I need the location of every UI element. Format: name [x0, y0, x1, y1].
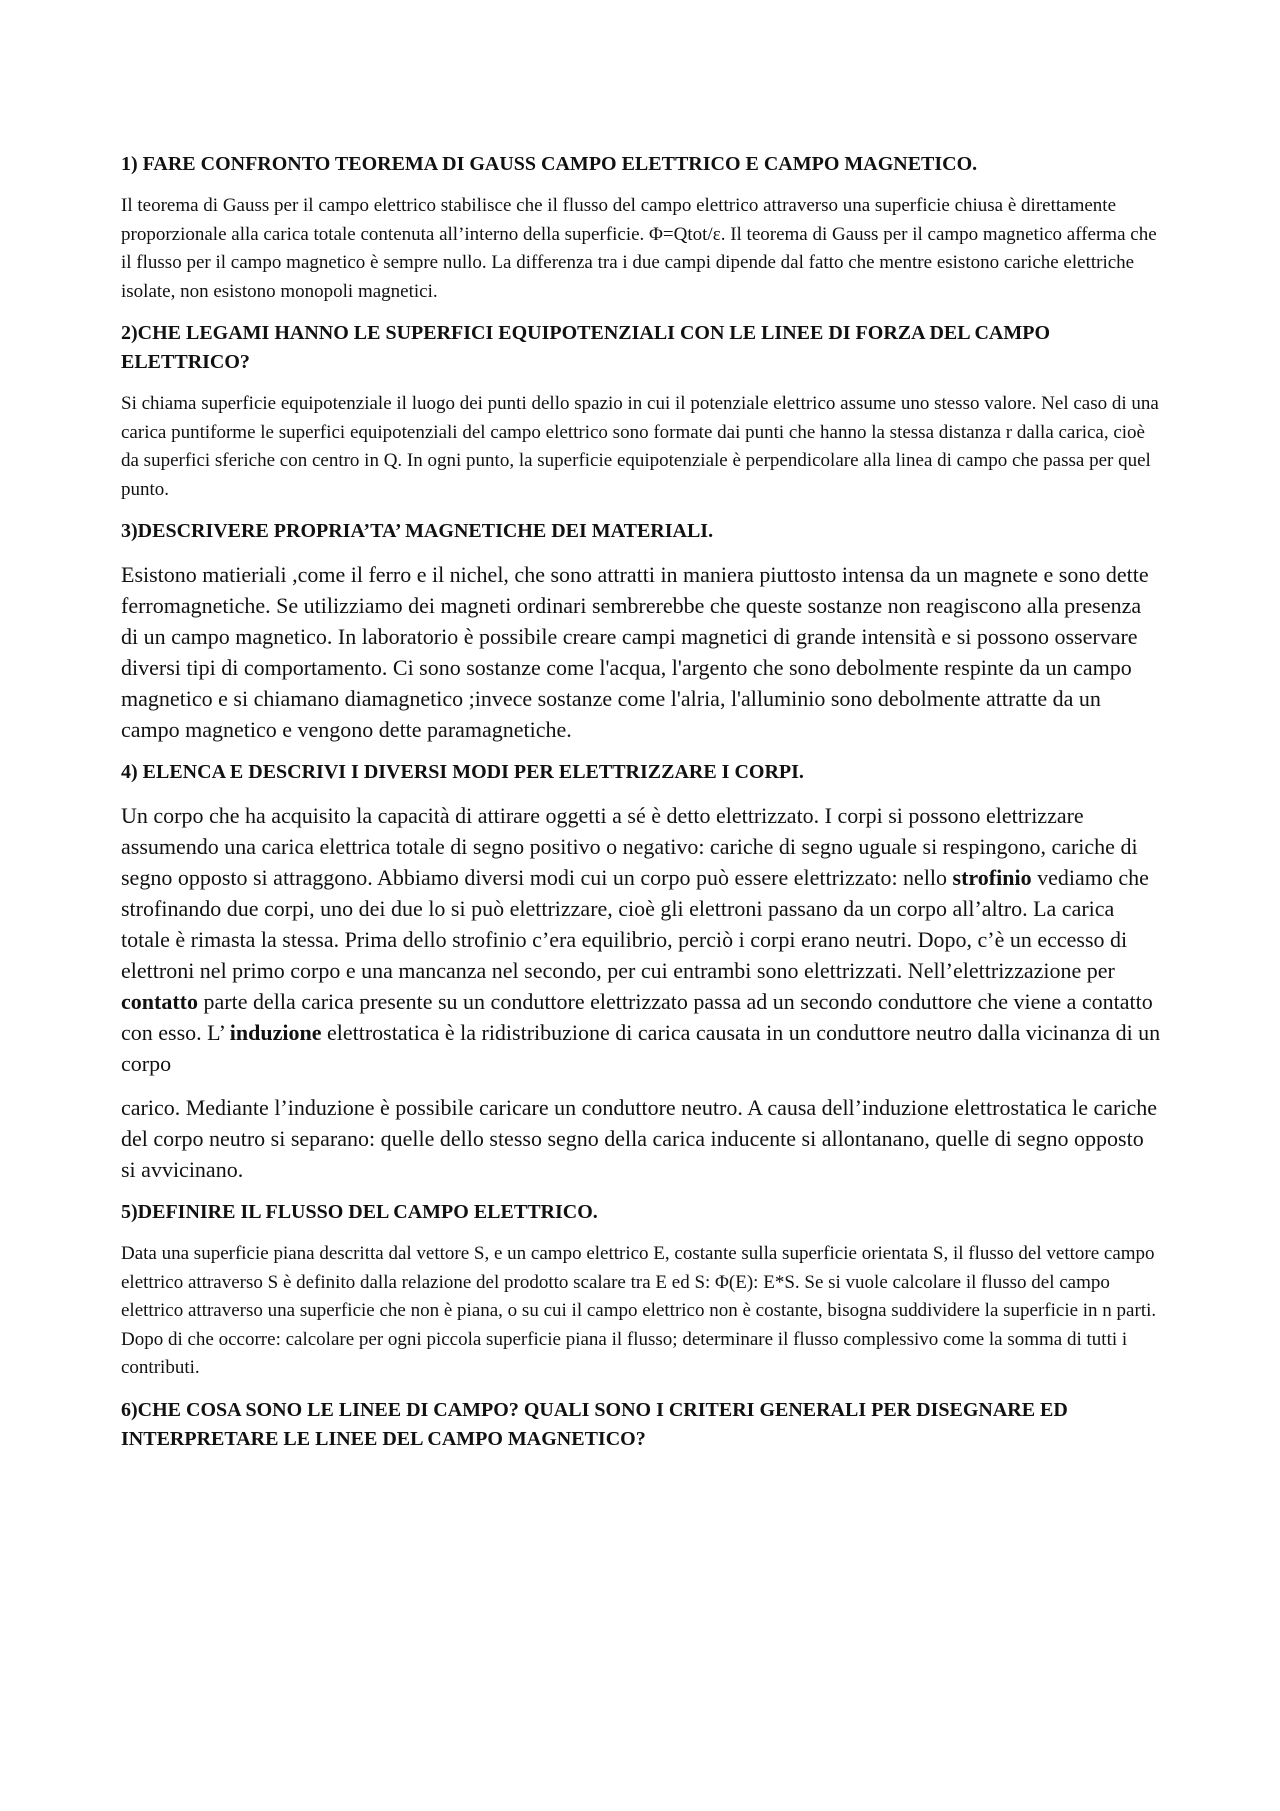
section-3-heading: 3)DESCRIVERE PROPRIA’TA’ MAGNETICHE DEI MATERIALI.: [121, 520, 714, 542]
section-5-body: Data una superficie piana descritta dal vettore S, e un campo elettrico E, costante sulla superficie orientata S, il flusso del vettore campo elettrico attraverso S è definito dalla relazione del prodotto scalare tra E ed S: Φ(E): E*S. Se si vuole calcolare il flusso del campo elettrico attraverso una superficie che non è piana, o su cui il campo elettrico non è costante, bisogna suddividere la superficie in n parti. Dopo di che occorre: calcolare per ogni piccola superficie piana il flusso; determinare il flusso complessivo come la somma di tutti i contributi.: [121, 1243, 1157, 1378]
section-5-heading: 5)DEFINIRE IL FLUSSO DEL CAMPO ELETTRICO.: [121, 1201, 598, 1223]
section-4-text-a: Un corpo che ha acquisito la capacità di attirare oggetti a sé è detto elettrizzato. I corpi si possono elettrizzare assumendo una carica elettrica totale di segno positivo o negativo: cariche di segno uguale si respingono, cariche di segno opposto si attraggono. Abbiamo diversi modi cui un corpo può essere elettrizzato: nello: [121, 803, 1138, 890]
section-4-body-paragraph-1: [121, 800, 1163, 1079]
section-4-heading: 4) ELENCA E DESCRIVI I DIVERSI MODI PER ELETTRIZZARE I CORPI.: [121, 761, 804, 783]
section-3-body: Esistono matieriali ,come il ferro e il nichel, che sono attratti in maniera piuttosto intensa da un magnete e sono dette ferromagnetiche. Se utilizziamo dei magneti ordinari sembrerebbe che queste sostanze non reagiscono alla presenza di un campo magnetico. In laboratorio è possibile creare campi magnetici di grande intensità e si possono osservare diversi tipi di comportamento. Ci sono sostanze come l'acqua, l'argento che sono debolmente respinte da un campo magnetico e si chiamano diamagnetico ;invece sostanze come l'alria, l'alluminio sono debolmente attratte da un campo magnetico e vengono dette paramagnetiche.: [121, 562, 1149, 742]
section-4-body-paragraph-2: carico. Mediante l’induzione è possibile caricare un conduttore neutro. A causa dell’induzione elettrostatica le cariche del corpo neutro si separano: quelle dello stesso segno della carica inducente si allontanano, quelle di segno opposto si avvicinano.: [121, 1095, 1158, 1182]
keyword-induzione: induzione: [229, 1020, 322, 1045]
section-1-body: Il teorema di Gauss per il campo elettrico stabilisce che il flusso del campo elettrico attraverso una superficie chiusa è direttamente proporzionale alla carica totale contenuta all’interno della superficie. Φ=Qtot/ε. Il teorema di Gauss per il campo magnetico afferma che il flusso per il campo magnetico è sempre nullo. La differenza tra i due campi dipende dal fatto che mentre esistono cariche elettriche isolate, non esistono monopoli magnetici.: [121, 195, 1157, 302]
document-content: [121, 150, 1163, 1467]
section-4-text-e: parte della carica presente su un conduttore elettrizzato passa ad un secondo conduttore che viene a contatto con esso. L’: [121, 989, 1153, 1045]
section-4-text-g: elettrostatica è la ridistribuzione di carica causata in un conduttore neutro dalla vicinanza di un corpo: [121, 1020, 1161, 1076]
keyword-contatto: contatto: [121, 989, 198, 1014]
section-6-heading: 6)CHE COSA SONO LE LINEE DI CAMPO? QUALI SONO I CRITERI GENERALI PER DISEGNARE ED INTERPRETARE LE LINEE DEL CAMPO MAGNETICO?: [121, 1398, 1068, 1450]
section-2-heading: 2)CHE LEGAMI HANNO LE SUPERFICI EQUIPOTENZIALI CON LE LINEE DI FORZA DEL CAMPO ELETTRICO?: [121, 322, 1051, 373]
section-2-body: Si chiama superficie equipotenziale il luogo dei punti dello spazio in cui il potenziale elettrico assume uno stesso valore. Nel caso di una carica puntiforme le superfici equipotenziali del campo elettrico sono formate dai punti che hanno la stessa distanza r dalla carica, cioè da superfici sferiche con centro in Q. In ogni punto, la superficie equipotenziale è perpendicolare alla linea di campo che passa per quel punto.: [121, 393, 1159, 500]
section-4-text-c: vediamo che strofinando due corpi, uno dei due lo si può elettrizzare, cioè gli elettroni passano da un corpo all’altro. La carica totale è rimasta la stessa. Prima dello strofinio c’era equilibrio, perciò i corpi erano neutri. Dopo, c’è un eccesso di elettroni nel primo corpo e una mancanza nel secondo, per cui entrambi sono elettrizzati. Nell’elettrizzazione per: [121, 865, 1149, 983]
keyword-strofinio: strofinio: [952, 865, 1032, 890]
section-1-heading: 1) FARE CONFRONTO TEOREMA DI GAUSS CAMPO ELETTRICO E CAMPO MAGNETICO.: [121, 153, 978, 175]
